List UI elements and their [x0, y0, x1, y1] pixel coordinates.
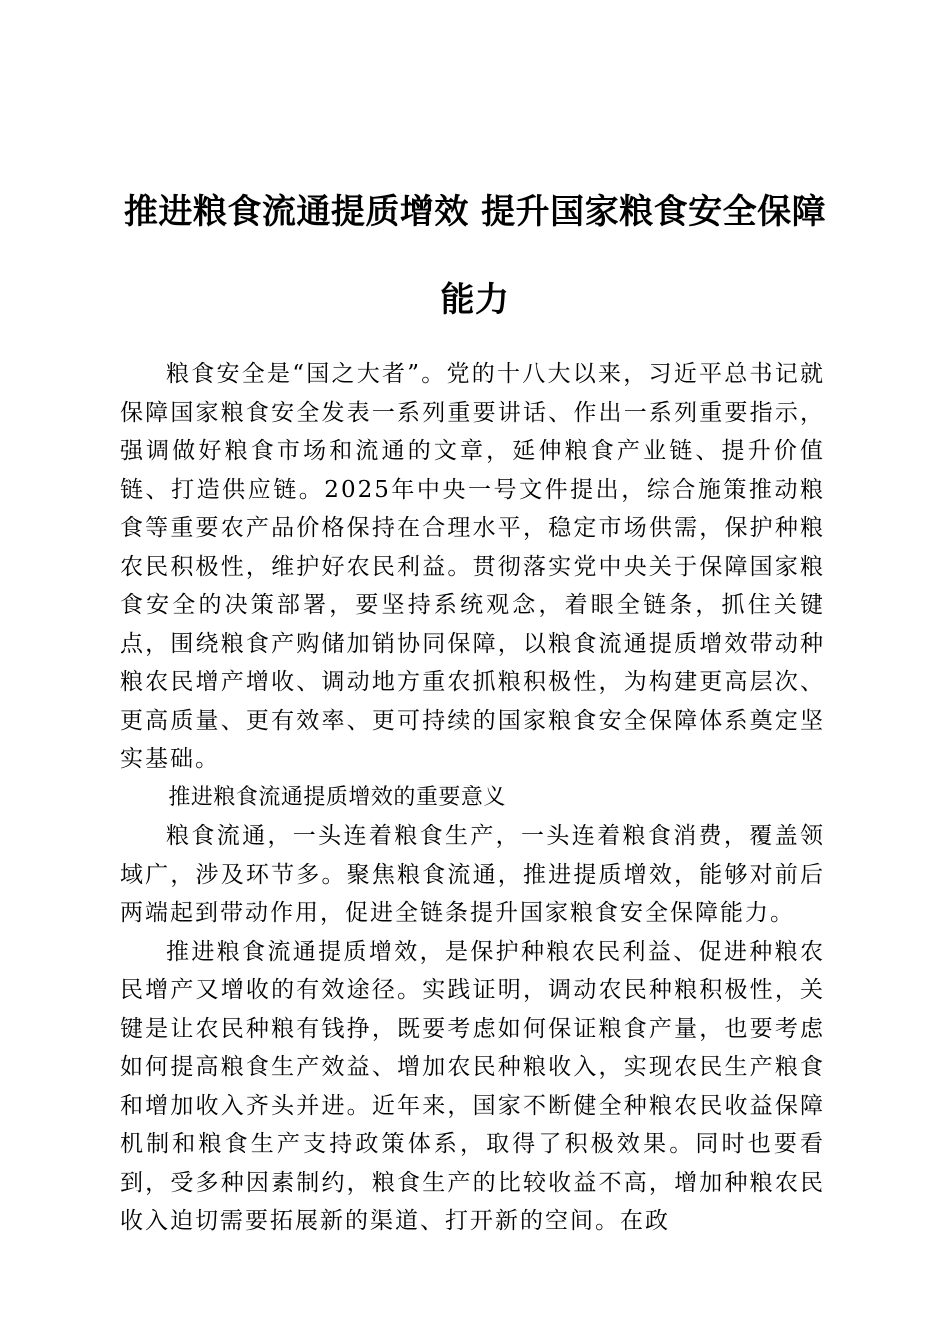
section-paragraph-2: 推进粮食流通提质增效，是保护种粮农民利益、促进种粮农民增产又增收的有效途径。实践证明，调动农民种粮积极性，关键是让农民种粮有钱挣，既要考虑如何保证粮食产量，也要考虑如何提高粮食生产效益、增加农民种粮收入，实现农民生产粮食和增加收入齐头并进。近年来，国家不断健全种粮农民收益保障机制和粮食生产支持政策体系，取得了积极效果。同时也要看到，受多种因素制约，粮食生产的比较收益不高，增加种粮农民收入迫切需要拓展新的渠道、打开新的空间。在政: [120, 938, 825, 1234]
section-heading: 推进粮食流通提质增效的重要意义: [168, 784, 506, 810]
section-paragraph-1: 粮食流通，一头连着粮食生产，一头连着粮食消费，覆盖领域广，涉及环节多。聚焦粮食流通，推进提质增效，能够对前后两端起到带动作用，促进全链条提升国家粮食安全保障能力。: [120, 823, 825, 926]
document-body: [120, 355, 825, 1241]
intro-paragraph: 粮食安全是“国之大者”。党的十八大以来，习近平总书记就保障国家粮食安全发表一系列重要讲话、作出一系列重要指示，强调做好粮食市场和流通的文章，延伸粮食产业链、提升价值链、打造供应链。2025年中央一号文件提出，综合施策推动粮食等重要农产品价格保持在合理水平，稳定市场供需，保护种粮农民积极性，维护好农民利益。贯彻落实党中央关于保障国家粮食安全的决策部署，要坚持系统观念，着眼全链条，抓住关键点，围绕粮食产购储加销协同保障，以粮食流通提质增效带动种粮农民增产增收、调动地方重农抓粮积极性，为构建更高层次、更高质量、更有效率、更可持续的国家粮食安全保障体系奠定坚实基础。: [120, 361, 825, 772]
document-title: 推进粮食流通提质增效 提升国家粮食安全保障能力: [123, 192, 827, 320]
